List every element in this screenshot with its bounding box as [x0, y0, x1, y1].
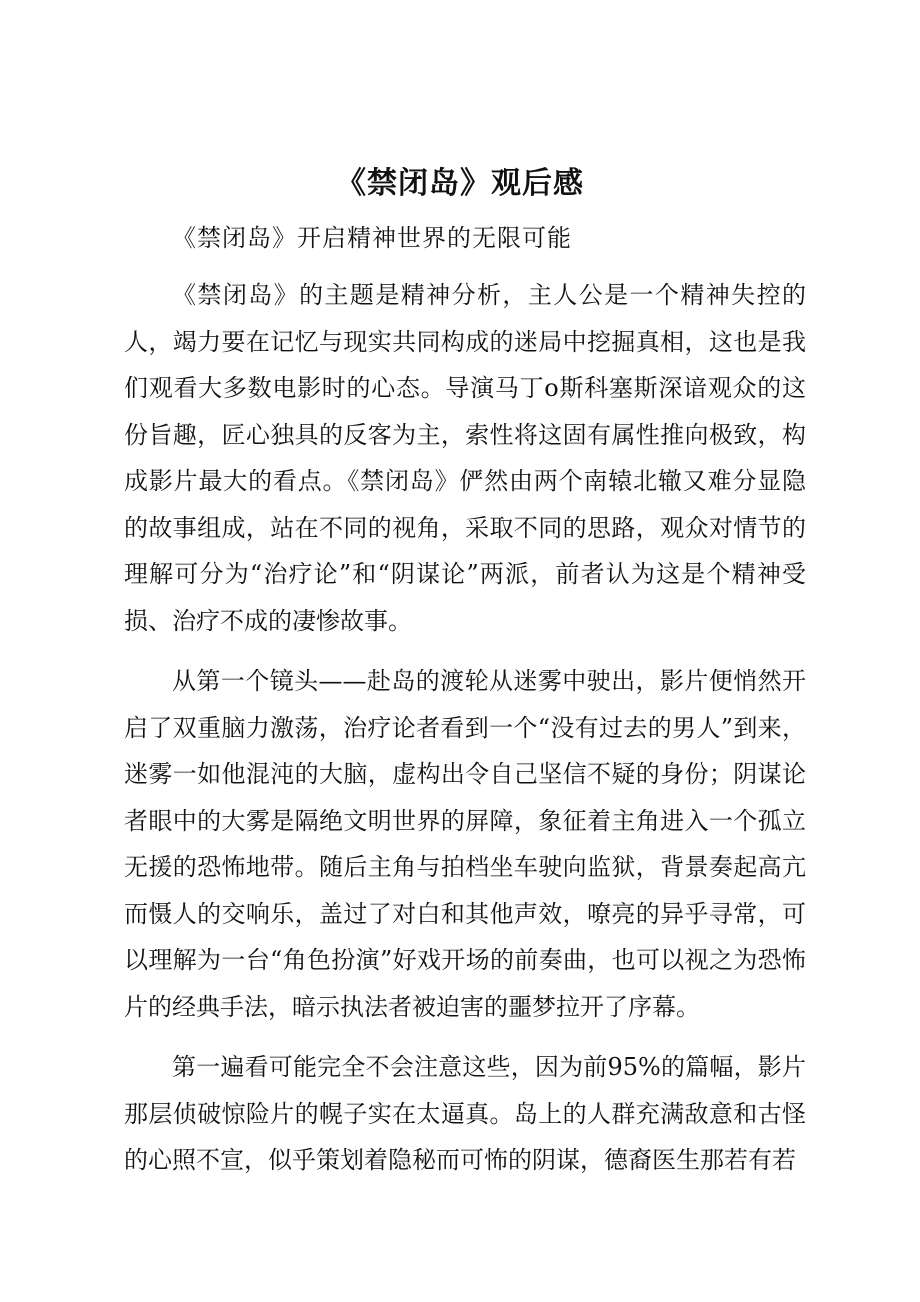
document-subtitle: 《禁闭岛》开启精神世界的无限可能	[172, 224, 572, 252]
spacer	[124, 644, 806, 658]
paragraph-3: 第一遍看可能完全不会注意这些，因为前95%的篇幅，影片那层侦破惊险片的幌子实在太逼真。岛上的人群充满敌意和古怪的心照不宣，似乎策划着隐秘而可怖的阴谋，德裔医生那若有若	[124, 1053, 806, 1174]
spacer	[124, 1030, 806, 1044]
spacer	[124, 258, 806, 272]
document-title: 《禁闭岛》观后感	[336, 166, 584, 201]
paragraph-1: 《禁闭岛》的主题是精神分析，主人公是一个精神失控的人，竭力要在记忆与现实共同构成的迷局中挖掘真相，这也是我们观看大多数电影时的心态。导演马丁ο斯科塞斯深谙观众的这份旨趣，匠心独具的反客为主，索性将这固有属性推向极致，构成影片最大的看点。《禁闭岛》俨然由两个南辕北辙又难分显隐的故事组成，站在不同的视角，采取不同的思路，观众对情节的理解可分为“治疗论”和“阴谋论”两派，前者认为这是个精神受损、治疗不成的凄惨故事。	[124, 281, 806, 635]
document-body	[124, 218, 806, 1184]
paragraph-2: 从第一个镜头——赴岛的渡轮从迷雾中驶出，影片便悄然开启了双重脑力激荡，治疗论者看到一个“没有过去的男人”到来，迷雾一如他混沌的大脑，虚构出令自己坚信不疑的身份；阴谋论者眼中的大雾是隔绝文明世界的屏障，象征着主角进入一个孤立无援的恐怖地带。随后主角与拍档坐车驶向监狱，背景奏起高亢而慑人的交响乐，盖过了对白和其他声效，嘹亮的异乎寻常，可以理解为一台“角色扮演”好戏开场的前奏曲，也可以视之为恐怖片的经典手法，暗示执法者被迫害的噩梦拉开了序幕。	[124, 667, 806, 1021]
